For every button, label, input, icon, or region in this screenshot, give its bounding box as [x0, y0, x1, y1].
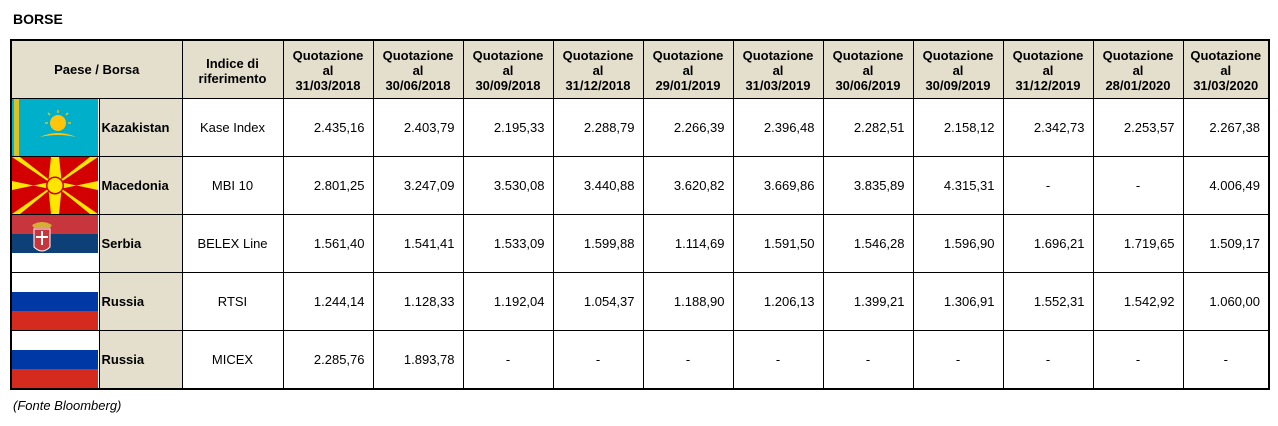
date-header: Quotazione al 30/09/2019 — [913, 40, 1003, 99]
date-header: Quotazione al 30/09/2018 — [463, 40, 553, 99]
country-name: Serbia — [99, 215, 182, 273]
quote-value: 1.054,37 — [553, 273, 643, 331]
country-name: Russia — [99, 331, 182, 390]
kazakhstan-flag-icon — [11, 99, 99, 157]
index-name: BELEX Line — [182, 215, 283, 273]
date-header: Quotazione al 29/01/2019 — [643, 40, 733, 99]
quote-value: 1.192,04 — [463, 273, 553, 331]
quote-value: - — [1183, 331, 1269, 390]
quote-value: 3.440,88 — [553, 157, 643, 215]
country-name: Russia — [99, 273, 182, 331]
quote-value: 1.399,21 — [823, 273, 913, 331]
quote-value: 2.266,39 — [643, 99, 733, 157]
quote-value: 1.533,09 — [463, 215, 553, 273]
quote-value: 1.561,40 — [283, 215, 373, 273]
quote-value: 1.306,91 — [913, 273, 1003, 331]
quote-value: 2.195,33 — [463, 99, 553, 157]
quote-value: 1.060,00 — [1183, 273, 1269, 331]
quote-value: - — [823, 331, 913, 390]
quote-value: 1.591,50 — [733, 215, 823, 273]
quote-value: - — [913, 331, 1003, 390]
quote-value: 3.247,09 — [373, 157, 463, 215]
quote-value: 1.596,90 — [913, 215, 1003, 273]
quote-value: 1.188,90 — [643, 273, 733, 331]
index-name: MICEX — [182, 331, 283, 390]
quote-value: 1.719,65 — [1093, 215, 1183, 273]
macedonia-flag-icon — [11, 157, 99, 215]
quote-value: 1.541,41 — [373, 215, 463, 273]
quote-value: 2.435,16 — [283, 99, 373, 157]
date-header: Quotazione al 31/03/2020 — [1183, 40, 1269, 99]
quote-value: - — [643, 331, 733, 390]
quote-value: - — [1093, 331, 1183, 390]
quote-value: 1.552,31 — [1003, 273, 1093, 331]
quote-value: - — [553, 331, 643, 390]
quote-value: 3.835,89 — [823, 157, 913, 215]
quote-value: 3.530,08 — [463, 157, 553, 215]
quote-value: 3.669,86 — [733, 157, 823, 215]
table-row — [11, 215, 1269, 273]
index-header: Indice di riferimento — [182, 40, 283, 99]
quote-value: 4.006,49 — [1183, 157, 1269, 215]
table-row — [11, 157, 1269, 215]
quote-value: - — [1003, 331, 1093, 390]
index-name: Kase Index — [182, 99, 283, 157]
quote-value: 1.509,17 — [1183, 215, 1269, 273]
date-header: Quotazione al 31/03/2018 — [283, 40, 373, 99]
quote-value: 1.114,69 — [643, 215, 733, 273]
quote-value: 2.801,25 — [283, 157, 373, 215]
quote-value: - — [733, 331, 823, 390]
quote-value: 2.285,76 — [283, 331, 373, 390]
quote-value: 1.542,92 — [1093, 273, 1183, 331]
russia-flag-icon — [11, 273, 99, 331]
quote-value: 2.403,79 — [373, 99, 463, 157]
quote-value: 2.396,48 — [733, 99, 823, 157]
quote-value: 2.158,12 — [913, 99, 1003, 157]
table-row — [11, 331, 1269, 390]
date-header: Quotazione al 31/12/2019 — [1003, 40, 1093, 99]
quote-value: 4.315,31 — [913, 157, 1003, 215]
country-name: Macedonia — [99, 157, 182, 215]
date-header: Quotazione al 31/03/2019 — [733, 40, 823, 99]
quote-value: - — [463, 331, 553, 390]
date-header: Quotazione al 28/01/2020 — [1093, 40, 1183, 99]
quote-value: 2.267,38 — [1183, 99, 1269, 157]
stock-exchange-table — [10, 39, 1270, 390]
page-title: BORSE — [13, 11, 63, 27]
serbia-flag-icon — [11, 215, 99, 273]
quote-value: 1.599,88 — [553, 215, 643, 273]
country-header: Paese / Borsa — [11, 40, 182, 99]
russia-flag-icon — [11, 331, 99, 390]
quote-value: 1.893,78 — [373, 331, 463, 390]
index-name: MBI 10 — [182, 157, 283, 215]
quote-value: 2.253,57 — [1093, 99, 1183, 157]
table-row — [11, 99, 1269, 157]
quote-value: 1.128,33 — [373, 273, 463, 331]
date-header: Quotazione al 30/06/2019 — [823, 40, 913, 99]
country-name: Kazakistan — [99, 99, 182, 157]
quote-value: 1.696,21 — [1003, 215, 1093, 273]
header-row — [11, 40, 1269, 99]
date-header: Quotazione al 30/06/2018 — [373, 40, 463, 99]
quote-value: 1.244,14 — [283, 273, 373, 331]
quote-value: 2.288,79 — [553, 99, 643, 157]
table-row — [11, 273, 1269, 331]
index-name: RTSI — [182, 273, 283, 331]
quote-value: - — [1093, 157, 1183, 215]
quote-value: - — [1003, 157, 1093, 215]
quote-value: 3.620,82 — [643, 157, 733, 215]
source-note: (Fonte Bloomberg) — [13, 398, 122, 413]
quote-value: 1.206,13 — [733, 273, 823, 331]
date-header: Quotazione al 31/12/2018 — [553, 40, 643, 99]
quote-value: 2.282,51 — [823, 99, 913, 157]
quote-value: 1.546,28 — [823, 215, 913, 273]
quote-value: 2.342,73 — [1003, 99, 1093, 157]
